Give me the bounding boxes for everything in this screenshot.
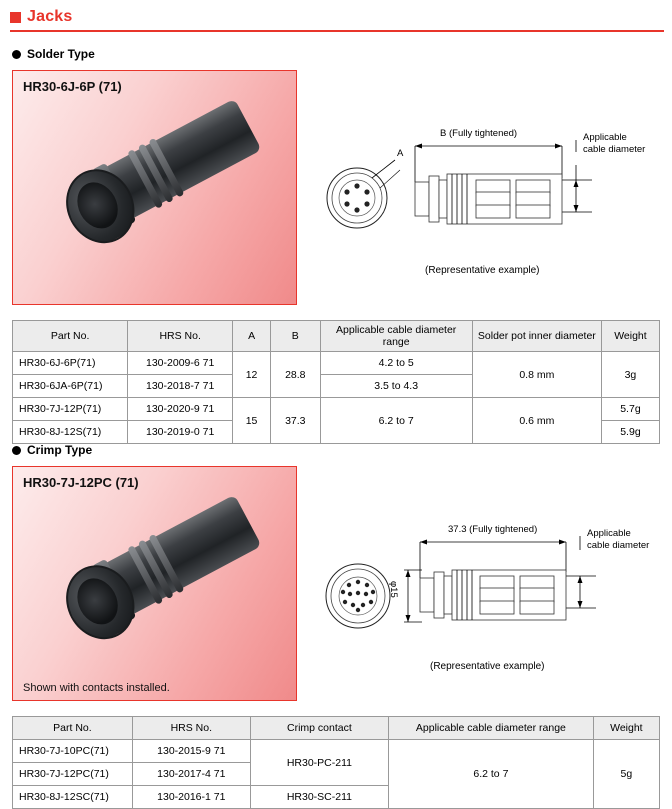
dim-label-applicable-1: Applicable [583, 132, 627, 143]
bullet-icon [12, 446, 21, 455]
cell-hrs-no: 130-2018-7 71 [128, 375, 233, 398]
cell-part-no: HR30-7J-12P(71) [13, 398, 128, 421]
cell-weight: 5.9g [601, 421, 659, 444]
cell-hrs-no: 130-2009-6 71 [128, 352, 233, 375]
connector-illustration-crimp [48, 486, 294, 693]
th-solder-pot: Solder pot inner diameter [472, 321, 601, 352]
cell-weight: 5g [593, 740, 659, 809]
th-weight: Weight [601, 321, 659, 352]
dimension-drawing-solder [300, 70, 662, 305]
photo-part-label-crimp: HR30-7J-12PC (71) [23, 475, 139, 490]
representative-example-solder: (Representative example) [425, 265, 540, 276]
title-divider [10, 30, 664, 32]
th-cable-range: Applicable cable diameter range [320, 321, 472, 352]
th-hrs-no: HRS No. [128, 321, 233, 352]
product-photo-solder [12, 70, 297, 305]
dim-label-b: B (Fully tightened) [440, 128, 518, 139]
th-cable-range: Applicable cable diameter range [389, 717, 594, 740]
representative-example-crimp: (Representative example) [430, 661, 545, 672]
dim-label-applicable-1: Applicable [587, 528, 631, 539]
page-title [0, 0, 672, 30]
cell-a: 12 [233, 352, 271, 398]
th-a: A [233, 321, 271, 352]
bullet-icon [12, 50, 21, 59]
dim-label-diameter: φ15 [388, 581, 399, 598]
cell-hrs-no: 130-2017-4 71 [132, 763, 250, 786]
cell-a: 15 [233, 398, 271, 444]
photo-caption-crimp: Shown with contacts installed. [23, 682, 170, 694]
section-heading-crimp-label: Crimp Type [27, 443, 93, 457]
spec-table-crimp [12, 716, 660, 809]
section-heading-solder [0, 47, 95, 61]
cell-part-no: HR30-6J-6P(71) [13, 352, 128, 375]
cell-weight: 5.7g [601, 398, 659, 421]
table-row [13, 740, 660, 763]
cell-solder-pot: 0.6 mm [472, 398, 601, 444]
cell-part-no: HR30-7J-10PC(71) [13, 740, 133, 763]
cell-crimp-contact: HR30-PC-211 [250, 740, 388, 786]
cell-part-no: HR30-8J-12SC(71) [13, 786, 133, 809]
section-heading-solder-label: Solder Type [27, 47, 95, 61]
dim-label-a: A [397, 148, 404, 159]
table-row [13, 352, 660, 375]
product-photo-crimp [12, 466, 297, 701]
th-b: B [271, 321, 320, 352]
cell-part-no: HR30-7J-12PC(71) [13, 763, 133, 786]
cell-cable-range: 6.2 to 7 [389, 740, 594, 809]
th-weight: Weight [593, 717, 659, 740]
cell-part-no: HR30-6JA-6P(71) [13, 375, 128, 398]
cell-cable-range: 3.5 to 4.3 [320, 375, 472, 398]
cell-hrs-no: 130-2015-9 71 [132, 740, 250, 763]
cell-cable-range: 4.2 to 5 [320, 352, 472, 375]
cell-b: 37.3 [271, 398, 320, 444]
photo-part-label-solder: HR30-6J-6P (71) [23, 79, 122, 94]
cell-hrs-no: 130-2019-0 71 [128, 421, 233, 444]
section-heading-crimp [0, 443, 92, 457]
th-part-no: Part No. [13, 321, 128, 352]
cell-hrs-no: 130-2020-9 71 [128, 398, 233, 421]
cell-cable-range: 6.2 to 7 [320, 398, 472, 444]
dim-label-length: 37.3 (Fully tightened) [448, 524, 538, 535]
title-marker-icon [10, 12, 21, 23]
dim-label-applicable-2: cable diameter [583, 144, 646, 155]
th-hrs-no: HRS No. [132, 717, 250, 740]
dim-label-applicable-2: cable diameter [587, 540, 650, 551]
table-header-row [13, 717, 660, 740]
cell-solder-pot: 0.8 mm [472, 352, 601, 398]
th-part-no: Part No. [13, 717, 133, 740]
dimension-drawing-crimp [300, 466, 662, 701]
page-title-text: Jacks [27, 8, 73, 25]
cell-part-no: HR30-8J-12S(71) [13, 421, 128, 444]
cell-b: 28.8 [271, 352, 320, 398]
cell-crimp-contact: HR30-SC-211 [250, 786, 388, 809]
cell-weight: 3g [601, 352, 659, 398]
table-row [13, 398, 660, 421]
connector-illustration-solder [48, 90, 294, 297]
cell-hrs-no: 130-2016-1 71 [132, 786, 250, 809]
table-header-row [13, 321, 660, 352]
spec-table-solder [12, 320, 660, 444]
th-crimp-contact: Crimp contact [250, 717, 388, 740]
